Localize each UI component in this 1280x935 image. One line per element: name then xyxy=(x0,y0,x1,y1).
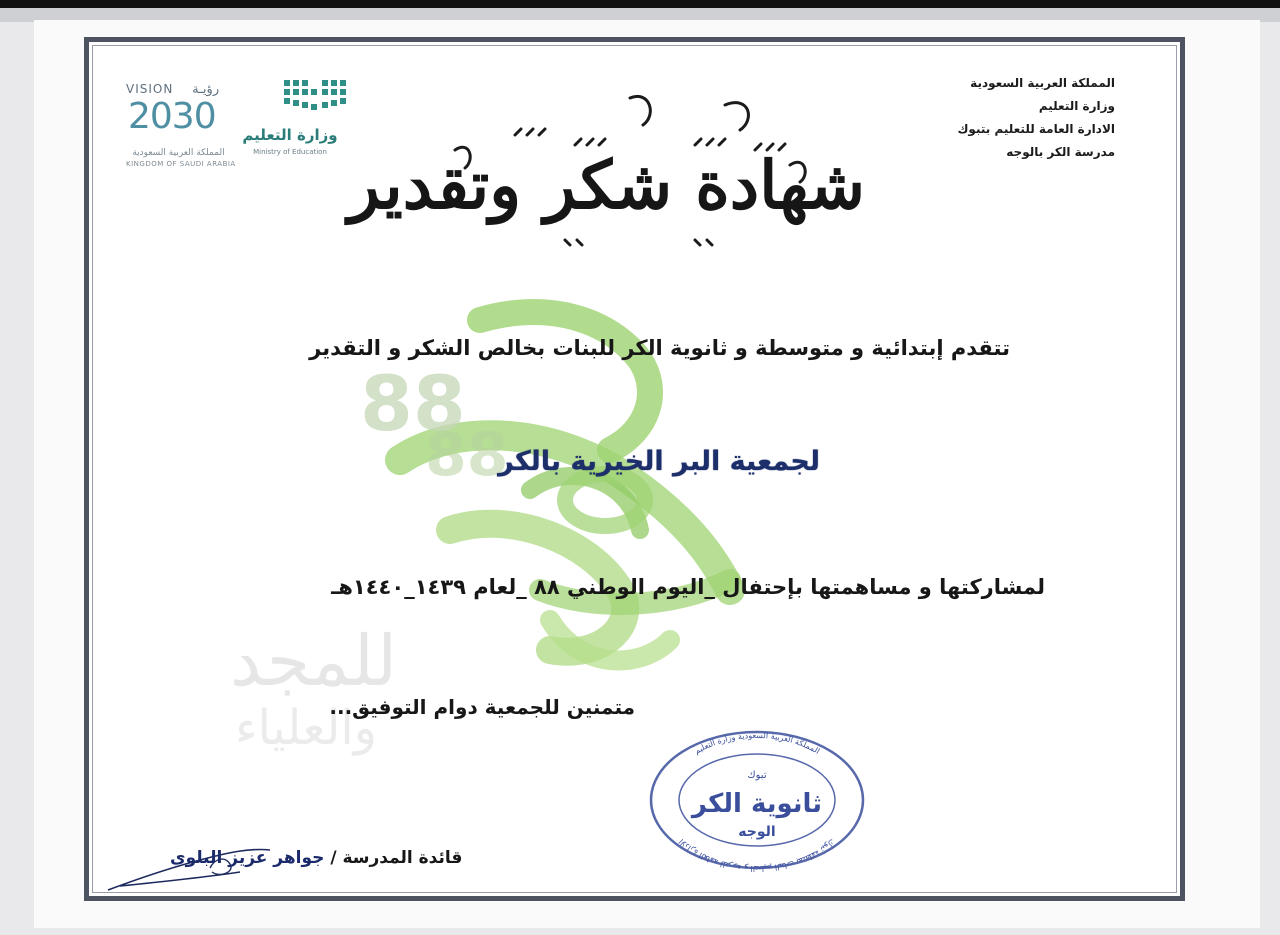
vision-label-ar: رؤيـة xyxy=(192,82,220,97)
moe-book-icon xyxy=(280,78,350,118)
stamp-town: الوجه xyxy=(738,824,776,840)
header-country: المملكة العربية السعودية xyxy=(970,76,1115,90)
signature-name: جواهر عزيز البلوي xyxy=(170,848,325,868)
recipient-line: لجمعية البر الخيرية بالكر xyxy=(498,446,820,477)
moe-name-en: Ministry of Education xyxy=(253,148,327,156)
reason-line: لمشاركتها و مساهمتها بإحتفال _اليوم الوطني ٨٨ _لعام ١٤٣٩_١٤٤٠هـ xyxy=(331,575,1045,599)
watermark-text-line1: للمجد xyxy=(230,620,397,702)
stamp-school: ثانوية الكر xyxy=(691,789,823,819)
header-administration: الادارة العامة للتعليم بتبوك xyxy=(957,122,1115,136)
stamp-ring-bottom: الادارة العامة للتربية و التعليم البنات بمنطقة تبوك xyxy=(677,837,837,873)
watermark-text-line2: والعلياء xyxy=(235,700,377,756)
signature-role: قائدة المدرسة / xyxy=(330,848,463,868)
stamp-city: تبوك xyxy=(747,770,767,781)
vision-label-en: VISION xyxy=(126,82,174,96)
wishes-line: متمنين للجمعية دوام التوفيق... xyxy=(329,695,635,719)
vision-sub-en: KINGDOM OF SAUDI ARABIA xyxy=(126,160,236,168)
signature-scribble xyxy=(100,838,320,898)
signature-line xyxy=(170,848,462,868)
stamp-ring-top: المملكة العربية السعودية وزارة التعليم xyxy=(692,730,822,756)
header-ministry: وزارة التعليم xyxy=(1038,99,1115,113)
vision-2030-logo xyxy=(126,82,236,182)
vision-year: 2030 xyxy=(128,96,216,137)
school-stamp xyxy=(645,728,870,873)
header-block xyxy=(855,72,1115,164)
header-school: مدرسة الكر بالوجه xyxy=(1006,145,1115,159)
watermark-number: 88 xyxy=(360,359,466,448)
intro-line: تتقدم إبتدائية و متوسطة و ثانوية الكر للبنات بخالص الشكر و التقدير xyxy=(309,336,1010,360)
certificate-title: شهادة شكر وتقدير xyxy=(348,146,865,224)
moe-name-ar: وزارة التعليم xyxy=(242,126,338,144)
vision-sub-ar: المملكة العربية السعودية xyxy=(132,148,225,158)
ministry-of-education-logo xyxy=(240,78,338,168)
svg-text:88: 88 xyxy=(425,420,509,490)
